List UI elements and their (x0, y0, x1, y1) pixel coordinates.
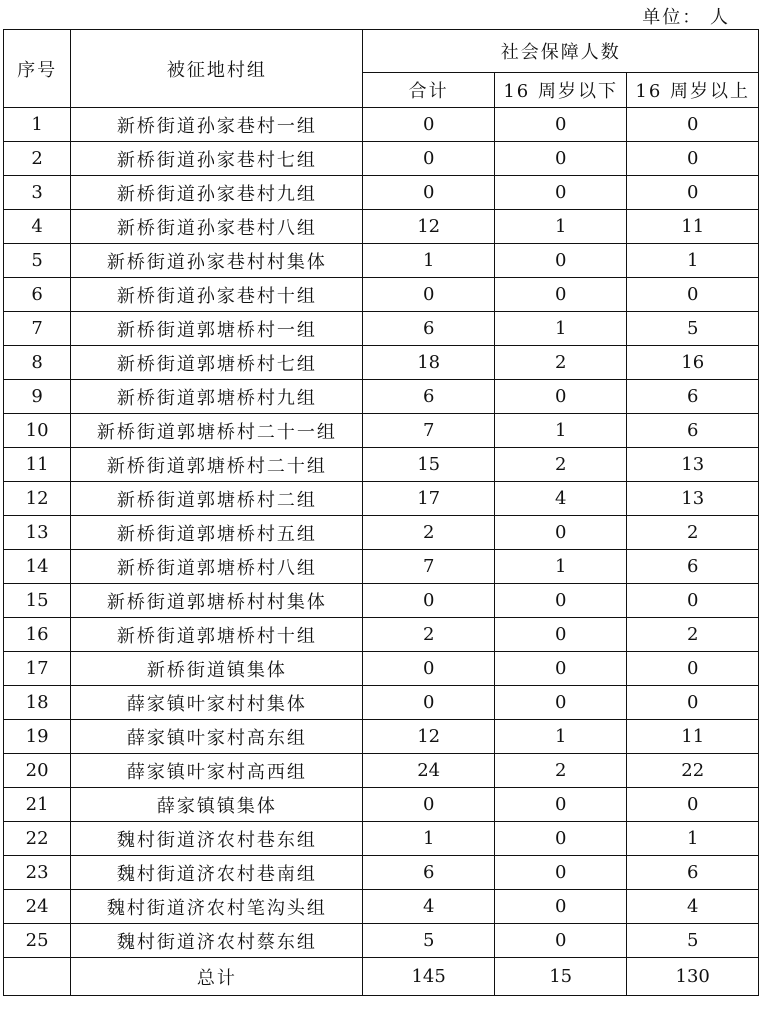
row-under-16: 4 (494, 482, 627, 516)
row-under-16: 0 (494, 142, 627, 176)
table-row (4, 550, 759, 584)
row-under-16: 0 (494, 890, 627, 924)
row-seq: 8 (4, 346, 71, 380)
row-under-16: 0 (494, 618, 627, 652)
header-social-security-count: 社会保障人数 (363, 30, 759, 73)
row-seq: 15 (4, 584, 71, 618)
row-total: 2 (363, 516, 495, 550)
row-seq: 12 (4, 482, 71, 516)
row-over-16: 2 (627, 516, 759, 550)
row-village-group: 新桥街道镇集体 (71, 652, 363, 686)
row-total: 6 (363, 312, 495, 346)
table-row (4, 210, 759, 244)
row-village-group: 薛家镇叶家村村集体 (71, 686, 363, 720)
row-total: 5 (363, 924, 495, 958)
row-seq: 20 (4, 754, 71, 788)
row-total: 2 (363, 618, 495, 652)
row-seq: 19 (4, 720, 71, 754)
table-row (4, 448, 759, 482)
row-seq: 24 (4, 890, 71, 924)
table-row (4, 516, 759, 550)
row-over-16: 11 (627, 210, 759, 244)
row-over-16: 4 (627, 890, 759, 924)
table-row (4, 890, 759, 924)
row-over-16: 0 (627, 788, 759, 822)
table-row (4, 584, 759, 618)
row-total: 6 (363, 380, 495, 414)
row-total: 0 (363, 108, 495, 142)
row-village-group: 新桥街道郭塘桥村一组 (71, 312, 363, 346)
row-over-16: 5 (627, 924, 759, 958)
table-row (4, 720, 759, 754)
row-seq: 23 (4, 856, 71, 890)
row-over-16: 0 (627, 584, 759, 618)
row-under-16: 1 (494, 414, 627, 448)
row-under-16: 1 (494, 720, 627, 754)
row-village-group: 新桥街道郭塘桥村村集体 (71, 584, 363, 618)
table-row (4, 312, 759, 346)
row-village-group: 魏村街道济农村笔沟头组 (71, 890, 363, 924)
row-total: 12 (363, 210, 495, 244)
row-over-16: 2 (627, 618, 759, 652)
row-seq: 10 (4, 414, 71, 448)
summary-seq (4, 958, 71, 996)
row-under-16: 0 (494, 516, 627, 550)
row-seq: 21 (4, 788, 71, 822)
row-total: 6 (363, 856, 495, 890)
table-row (4, 414, 759, 448)
row-over-16: 0 (627, 652, 759, 686)
row-under-16: 0 (494, 380, 627, 414)
row-seq: 7 (4, 312, 71, 346)
row-under-16: 2 (494, 754, 627, 788)
row-village-group: 新桥街道郭塘桥村八组 (71, 550, 363, 584)
header-under-16: 16 周岁以下 (494, 73, 627, 108)
row-over-16: 6 (627, 856, 759, 890)
table-row (4, 482, 759, 516)
row-seq: 6 (4, 278, 71, 312)
row-over-16: 22 (627, 754, 759, 788)
row-total: 0 (363, 176, 495, 210)
row-under-16: 1 (494, 550, 627, 584)
row-under-16: 0 (494, 822, 627, 856)
row-total: 0 (363, 788, 495, 822)
summary-over-16: 130 (627, 958, 759, 996)
row-total: 0 (363, 652, 495, 686)
row-over-16: 5 (627, 312, 759, 346)
row-total: 0 (363, 686, 495, 720)
row-village-group: 薛家镇叶家村高西组 (71, 754, 363, 788)
row-under-16: 0 (494, 788, 627, 822)
row-village-group: 新桥街道郭塘桥村九组 (71, 380, 363, 414)
row-under-16: 0 (494, 176, 627, 210)
row-seq: 17 (4, 652, 71, 686)
row-village-group: 新桥街道孙家巷村一组 (71, 108, 363, 142)
row-total: 24 (363, 754, 495, 788)
row-seq: 5 (4, 244, 71, 278)
row-total: 17 (363, 482, 495, 516)
row-village-group: 薛家镇镇集体 (71, 788, 363, 822)
row-seq: 22 (4, 822, 71, 856)
row-total: 0 (363, 278, 495, 312)
table-row (4, 346, 759, 380)
summary-total: 145 (363, 958, 495, 996)
row-village-group: 魏村街道济农村蔡东组 (71, 924, 363, 958)
row-under-16: 1 (494, 210, 627, 244)
summary-under-16: 15 (494, 958, 627, 996)
row-village-group: 新桥街道郭塘桥村二十一组 (71, 414, 363, 448)
row-over-16: 6 (627, 550, 759, 584)
row-village-group: 新桥街道郭塘桥村十组 (71, 618, 363, 652)
row-over-16: 0 (627, 686, 759, 720)
row-village-group: 魏村街道济农村巷南组 (71, 856, 363, 890)
row-seq: 1 (4, 108, 71, 142)
row-village-group: 新桥街道孙家巷村八组 (71, 210, 363, 244)
row-under-16: 1 (494, 312, 627, 346)
row-village-group: 新桥街道孙家巷村七组 (71, 142, 363, 176)
row-under-16: 0 (494, 244, 627, 278)
row-village-group: 魏村街道济农村巷东组 (71, 822, 363, 856)
row-over-16: 0 (627, 176, 759, 210)
row-total: 18 (363, 346, 495, 380)
row-over-16: 0 (627, 278, 759, 312)
row-seq: 3 (4, 176, 71, 210)
table-row (4, 822, 759, 856)
row-village-group: 新桥街道郭塘桥村二十组 (71, 448, 363, 482)
row-total: 7 (363, 414, 495, 448)
row-total: 0 (363, 142, 495, 176)
row-seq: 11 (4, 448, 71, 482)
row-under-16: 0 (494, 584, 627, 618)
table-row (4, 618, 759, 652)
table-row (4, 686, 759, 720)
header-village-group: 被征地村组 (71, 30, 363, 108)
table-row (4, 856, 759, 890)
row-total: 4 (363, 890, 495, 924)
row-over-16: 0 (627, 142, 759, 176)
row-village-group: 新桥街道孙家巷村十组 (71, 278, 363, 312)
summary-label: 总计 (71, 958, 363, 996)
land-acquisition-social-security-table (3, 29, 759, 996)
row-under-16: 2 (494, 346, 627, 380)
row-over-16: 11 (627, 720, 759, 754)
row-under-16: 2 (494, 448, 627, 482)
row-under-16: 0 (494, 652, 627, 686)
row-under-16: 0 (494, 856, 627, 890)
row-village-group: 新桥街道孙家巷村村集体 (71, 244, 363, 278)
table-row (4, 380, 759, 414)
summary-row (4, 958, 759, 996)
row-total: 0 (363, 584, 495, 618)
table-row (4, 754, 759, 788)
row-over-16: 6 (627, 380, 759, 414)
row-seq: 4 (4, 210, 71, 244)
row-over-16: 1 (627, 244, 759, 278)
table-body (4, 108, 759, 958)
table-row (4, 244, 759, 278)
table-row (4, 652, 759, 686)
row-seq: 25 (4, 924, 71, 958)
header-seq: 序号 (4, 30, 71, 108)
row-village-group: 新桥街道孙家巷村九组 (71, 176, 363, 210)
row-total: 1 (363, 822, 495, 856)
row-seq: 2 (4, 142, 71, 176)
table-row (4, 108, 759, 142)
row-village-group: 新桥街道郭塘桥村七组 (71, 346, 363, 380)
row-over-16: 13 (627, 448, 759, 482)
table-row (4, 788, 759, 822)
header-total: 合计 (363, 73, 495, 108)
row-under-16: 0 (494, 924, 627, 958)
row-seq: 16 (4, 618, 71, 652)
row-under-16: 0 (494, 108, 627, 142)
row-total: 15 (363, 448, 495, 482)
row-total: 1 (363, 244, 495, 278)
unit-label: 单位： 人 (642, 7, 730, 28)
row-seq: 13 (4, 516, 71, 550)
header-over-16: 16 周岁以上 (627, 73, 759, 108)
row-village-group: 薛家镇叶家村高东组 (71, 720, 363, 754)
row-total: 12 (363, 720, 495, 754)
row-over-16: 1 (627, 822, 759, 856)
row-total: 7 (363, 550, 495, 584)
table-row (4, 142, 759, 176)
row-seq: 18 (4, 686, 71, 720)
row-over-16: 16 (627, 346, 759, 380)
table-row (4, 176, 759, 210)
row-under-16: 0 (494, 686, 627, 720)
row-under-16: 0 (494, 278, 627, 312)
row-over-16: 13 (627, 482, 759, 516)
row-over-16: 6 (627, 414, 759, 448)
table-row (4, 278, 759, 312)
row-seq: 14 (4, 550, 71, 584)
row-village-group: 新桥街道郭塘桥村五组 (71, 516, 363, 550)
row-village-group: 新桥街道郭塘桥村二组 (71, 482, 363, 516)
row-seq: 9 (4, 380, 71, 414)
row-over-16: 0 (627, 108, 759, 142)
table-row (4, 924, 759, 958)
